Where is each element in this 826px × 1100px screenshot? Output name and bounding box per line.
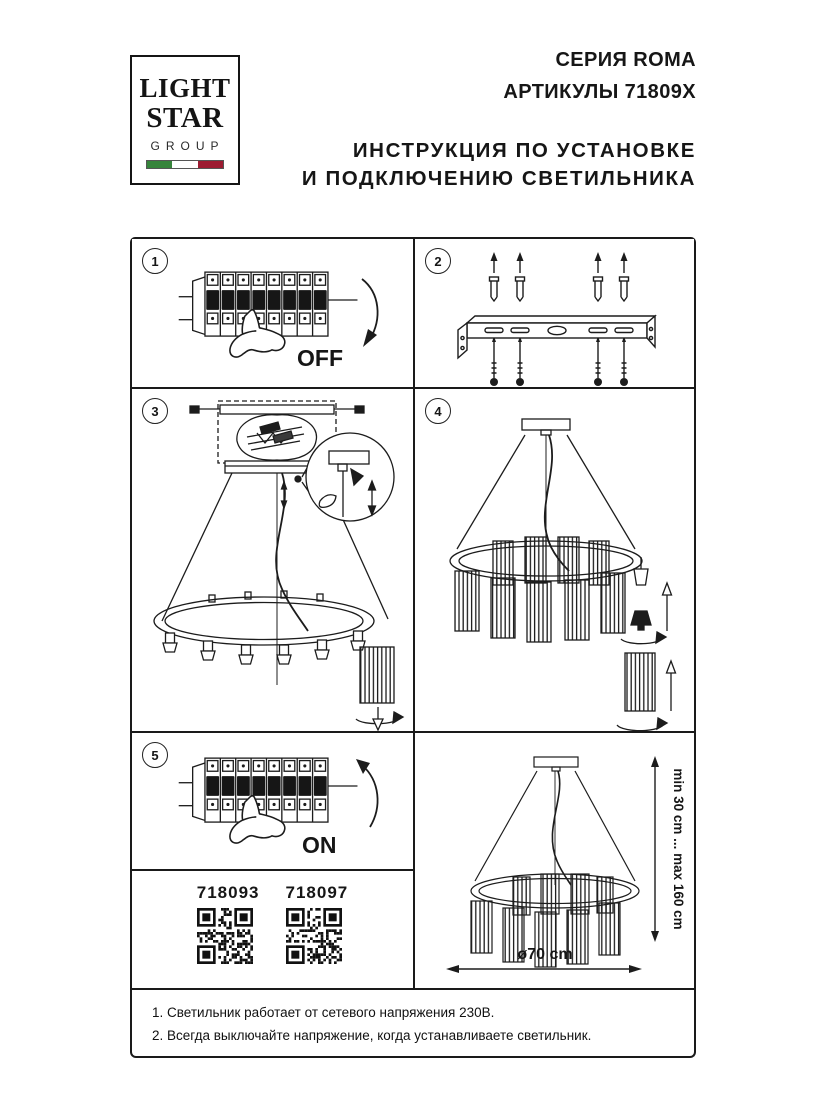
shade-install-detail bbox=[617, 653, 676, 731]
diameter-label: ø70 cm bbox=[517, 946, 573, 963]
step2-number-badge: 2 bbox=[425, 248, 451, 274]
article-number: 718097 bbox=[285, 883, 349, 902]
magnifier-detail-icon bbox=[306, 433, 394, 521]
step4-cell bbox=[415, 389, 694, 733]
step5-cell bbox=[132, 733, 415, 871]
header-series-block bbox=[503, 44, 696, 108]
step5-breaker-on-diagram bbox=[132, 733, 413, 869]
step2-cell bbox=[415, 239, 694, 389]
flag-red bbox=[198, 161, 223, 168]
footer-notes bbox=[130, 990, 696, 1058]
articles-title: АРТИКУЛЫ 71809X bbox=[503, 81, 696, 103]
bulb-install-detail bbox=[621, 557, 672, 644]
ring-frame-icon bbox=[154, 597, 374, 645]
dimensions-cell bbox=[415, 733, 694, 988]
mounting-bracket-icon bbox=[458, 316, 655, 358]
wire-bundle-icon bbox=[237, 415, 317, 460]
step5-number-badge: 5 bbox=[142, 742, 168, 768]
qr-item-718093 bbox=[197, 883, 260, 964]
canopy-icon bbox=[534, 757, 578, 771]
suspension-cables bbox=[475, 771, 635, 885]
article-number: 718093 bbox=[196, 883, 260, 902]
circuit-breaker-icon bbox=[179, 758, 358, 822]
qr-item-718097 bbox=[286, 883, 349, 964]
step3-hanging-diagram bbox=[132, 389, 413, 731]
off-label: OFF bbox=[297, 345, 343, 371]
ceiling-bracket-icon bbox=[190, 405, 364, 414]
flag-white bbox=[172, 161, 197, 168]
qr-code-icon bbox=[197, 908, 253, 964]
steps-grid bbox=[130, 237, 696, 990]
lamp-sockets bbox=[163, 631, 365, 664]
step3-number-badge: 3 bbox=[142, 398, 168, 424]
footer-note-2: 2. Всегда выключайте напряжение, когда устанавливаете светильник. bbox=[152, 1028, 592, 1043]
logo-word-light: LIGHT bbox=[139, 73, 231, 103]
circuit-breaker-icon bbox=[179, 272, 358, 336]
header-instruction-block bbox=[302, 137, 696, 193]
step4-number-badge: 4 bbox=[425, 398, 451, 424]
step1-breaker-off-diagram bbox=[132, 239, 413, 387]
flag-green bbox=[147, 161, 172, 168]
step3-cell bbox=[132, 389, 415, 733]
on-label: ON bbox=[302, 832, 337, 858]
power-cable bbox=[276, 473, 308, 631]
dimensions-diagram bbox=[415, 733, 694, 988]
height-range-label: min 30 cm ... max 160 cm bbox=[671, 768, 686, 930]
arrow-down-icon bbox=[362, 279, 378, 347]
height-dimension bbox=[651, 756, 659, 942]
qr-codes-cell bbox=[132, 871, 415, 988]
step1-number-badge: 1 bbox=[142, 248, 168, 274]
glass-shade-icon bbox=[356, 647, 403, 730]
instruction-line-2: И ПОДКЛЮЧЕНИЮ СВЕТИЛЬНИКА bbox=[301, 167, 696, 190]
step1-cell bbox=[132, 239, 415, 389]
step2-bracket-diagram bbox=[415, 239, 694, 387]
logo-word-group: GROUP bbox=[150, 139, 225, 153]
lightstar-logo bbox=[130, 55, 240, 185]
italian-flag-bar bbox=[146, 160, 224, 169]
instruction-line-1: ИНСТРУКЦИЯ ПО УСТАНОВКЕ bbox=[352, 139, 696, 162]
qr-code-icon bbox=[286, 908, 342, 964]
footer-note-1: 1. Светильник работает от сетевого напряжения 230В. bbox=[152, 1005, 495, 1020]
step4-assembly-diagram bbox=[415, 389, 694, 731]
logo-word-star: STAR bbox=[146, 102, 224, 134]
arrow-up-icon bbox=[356, 759, 378, 827]
canopy-icon bbox=[522, 419, 570, 435]
series-title: СЕРИЯ ROMA bbox=[555, 49, 696, 71]
